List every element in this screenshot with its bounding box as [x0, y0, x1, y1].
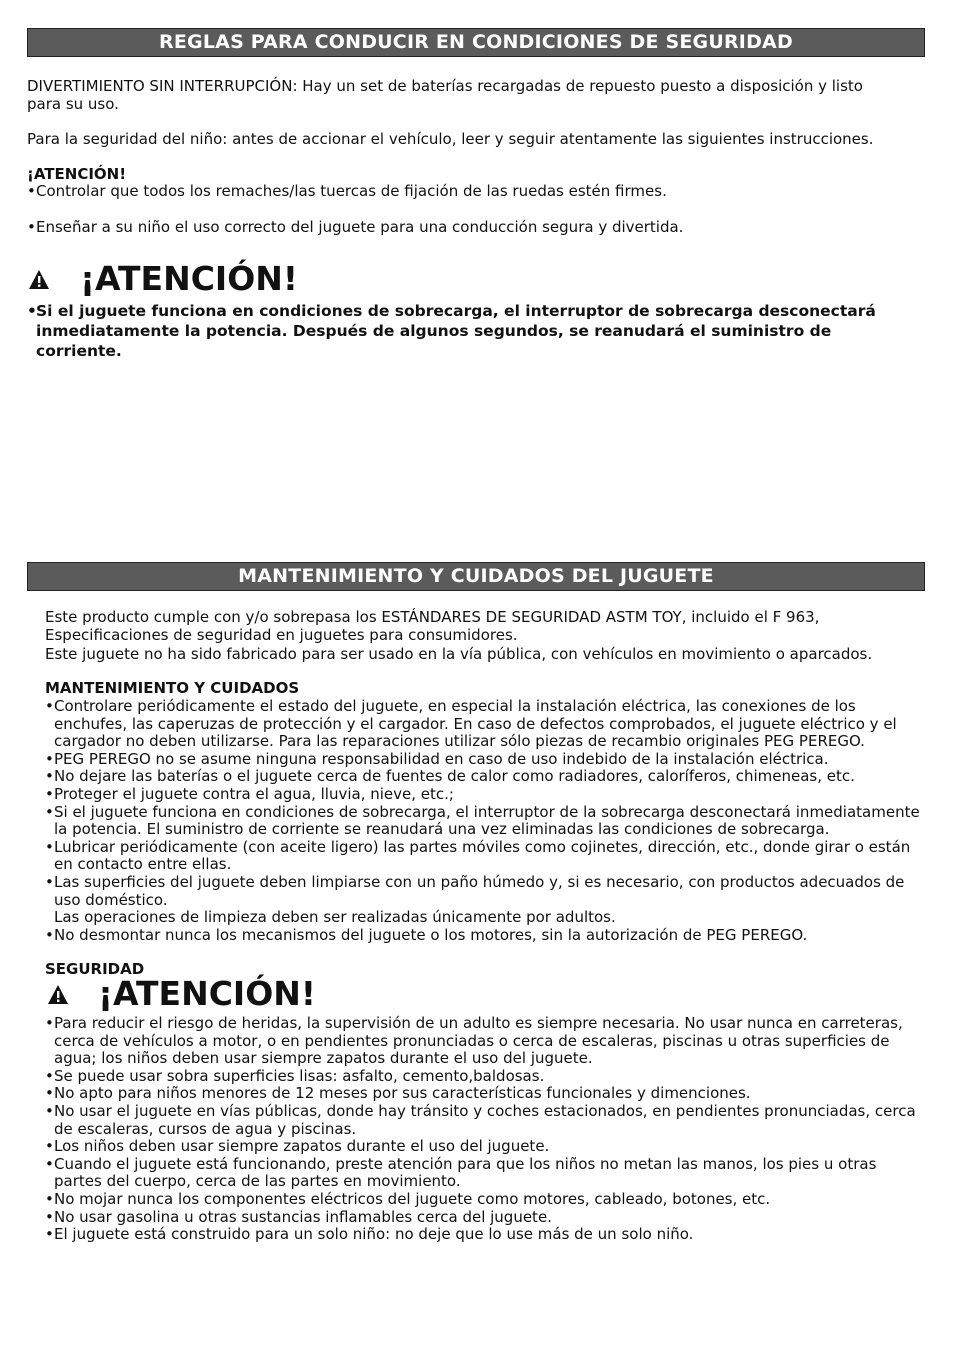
bullet-dot: •	[45, 837, 54, 856]
list-item-text: No mojar nunca los componentes eléctricos del juguete como motores, cableado, botones, etc.	[54, 1190, 771, 1208]
bullet-dot: •	[45, 785, 54, 803]
bullet-dot: •	[45, 1137, 54, 1156]
bullet-dot: •	[45, 1084, 54, 1103]
list-item-text: Se puede usar sobra superficies lisas: asfalto, cemento,baldosas.	[54, 1066, 545, 1085]
list-item-text: Controlar que todos los remaches/las tuercas de fijación de las ruedas estén firmes.	[36, 182, 667, 200]
list-item-text: Lubricar periódicamente (con aceite ligero) las partes móviles como cojinetes, dirección, etc., donde girar o están	[54, 837, 911, 856]
list-item-text: Las operaciones de limpieza deben ser realizadas únicamente por adultos.	[54, 908, 616, 927]
list-item-text: en contacto entre ellas.	[54, 855, 232, 874]
atencion-small-heading: ¡ATENCIÓN!	[27, 165, 127, 183]
list-item-text: No dejare las baterías o el juguete cerca de fuentes de calor como radiadores, caloríferos, chimeneas, etc.	[54, 767, 855, 786]
maintenance-heading: MANTENIMIENTO Y CUIDADOS	[45, 679, 300, 697]
list-item-text: El juguete está construido para un solo niño: no deje que lo use más de un solo niño.	[54, 1225, 694, 1244]
bullet-dot: •	[45, 767, 54, 786]
list-item-text: Si el juguete funciona en condiciones de sobrecarga, el interruptor de la sobrecarga desconectará inmediatamente	[54, 802, 920, 821]
list-item-text: No desmontar nunca los mecanismos del juguete o los motores, sin la autorización de PEG PEREGO.	[54, 925, 808, 944]
warning-triangle-icon	[47, 984, 69, 1006]
intro-line-2: para su uso.	[27, 95, 119, 113]
list-item-text: Los niños deben usar siempre zapatos durante el uso del juguete.	[54, 1137, 550, 1156]
bullet-dot: •	[45, 1207, 54, 1226]
list-item-text: cargador no deben utilizarse. Para las reparaciones utilizar sólo piezas de recambio originales PEG PEREGO.	[54, 732, 865, 751]
list-item-text: enchufes, las caperuzas de protección y el cargador. En caso de defectos comprobados, el juguete eléctrico y el	[54, 714, 897, 733]
bullet-dot: •	[45, 1014, 54, 1032]
list-item-text: Cuando el juguete está funcionando, preste atención para que los niños no metan las manos, los pies u otras	[54, 1154, 877, 1173]
bullet-dot: •	[45, 697, 54, 715]
bullet-dot: •	[45, 1154, 54, 1173]
bullet-dot: •	[45, 1225, 54, 1244]
warning-triangle-icon	[28, 269, 50, 291]
compliance-line-2: Especificaciones de seguridad en juguetes para consumidores.	[45, 626, 518, 644]
list-item-text: Enseñar a su niño el uso correcto del juguete para una conducción segura y divertida.	[36, 218, 684, 236]
list-item-text: de escaleras, cursos de agua y piscinas.	[54, 1119, 357, 1138]
bullet-dot: •	[27, 302, 37, 320]
atencion-big-heading-2: ¡ATENCIÓN!	[98, 974, 316, 1013]
intro-paragraph-2: Para la seguridad del niño: antes de accionar el vehículo, leer y seguir atentamente las siguientes instrucciones.	[27, 130, 874, 148]
compliance-line-1: Este producto cumple con y/o sobrepasa los ESTÁNDARES DE SEGURIDAD ASTM TOY, incluido el F 963,	[45, 608, 820, 626]
bullet-dot: •	[45, 873, 54, 891]
list-item-text: No usar el juguete en vías públicas, donde hay tránsito y coches estacionados, en pendientes pronunciadas, cerca	[54, 1102, 916, 1120]
list-item-text: No apto para niños menores de 12 meses por sus características funcionales y dimenciones.	[54, 1084, 751, 1103]
safety-heading: SEGURIDAD	[45, 960, 145, 978]
bullet-dot: •	[45, 1066, 54, 1085]
bullet-dot: •	[45, 1190, 54, 1208]
list-item-text: cerca de vehículos a motor, o en pendientes pronunciadas o cerca de escaleras, piscinas u otras superficies de	[54, 1031, 890, 1050]
warning-line-2: inmediatamente la potencia. Después de algunos segundos, se reanudará el suministro de	[36, 322, 832, 340]
bullet-dot: •	[45, 749, 54, 768]
section-title-maintenance: MANTENIMIENTO Y CUIDADOS DEL JUGUETE	[27, 562, 925, 591]
warning-line-1: Si el juguete funciona en condiciones de sobrecarga, el interruptor de sobrecarga desconectará	[36, 302, 876, 320]
section-title-safety-rules: REGLAS PARA CONDUCIR EN CONDICIONES DE SEGURIDAD	[27, 28, 925, 57]
list-item-text: Controlare periódicamente el estado del juguete, en especial la instalación eléctrica, las conexiones de los	[54, 697, 856, 715]
list-item-text: la potencia. El suministro de corriente se reanudará una vez eliminadas las condiciones de sobrecarga.	[54, 820, 830, 839]
intro-line-1: DIVERTIMIENTO SIN INTERRUPCIÓN: Hay un set de baterías recargadas de repuesto puesto a disposición y listo	[27, 77, 863, 95]
list-item-text: Proteger el juguete contra el agua, lluvia, nieve, etc.;	[54, 785, 454, 803]
warning-line-3: corriente.	[36, 342, 122, 360]
list-item-text: uso doméstico.	[54, 890, 168, 909]
list-item-text: partes del cuerpo, cerca de las partes en movimiento.	[54, 1172, 461, 1191]
list-item-text: Las superficies del juguete deben limpiarse con un paño húmedo y, si es necesario, con productos adecuados de	[54, 873, 905, 891]
bullet-dot: •	[45, 1102, 54, 1120]
compliance-line-3: Este juguete no ha sido fabricado para ser usado en la vía pública, con vehículos en movimiento o aparcados.	[45, 645, 873, 663]
bullet-dot: •	[27, 218, 36, 236]
bullet-dot: •	[45, 802, 54, 821]
bullet-dot: •	[27, 182, 36, 200]
list-item-text: agua; los niños deben usar siempre zapatos durante el uso del juguete.	[54, 1049, 593, 1068]
atencion-big-heading: ¡ATENCIÓN!	[80, 259, 298, 298]
bullet-dot: •	[45, 925, 54, 944]
list-item-text: PEG PEREGO no se asume ninguna responsabilidad en caso de uso indebido de la instalación eléctrica.	[54, 749, 829, 768]
list-item-text: No usar gasolina u otras sustancias inflamables cerca del juguete.	[54, 1207, 552, 1226]
list-item-text: Para reducir el riesgo de heridas, la supervisión de un adulto es siempre necesaria. No usar nunca en carreteras,	[54, 1014, 903, 1032]
